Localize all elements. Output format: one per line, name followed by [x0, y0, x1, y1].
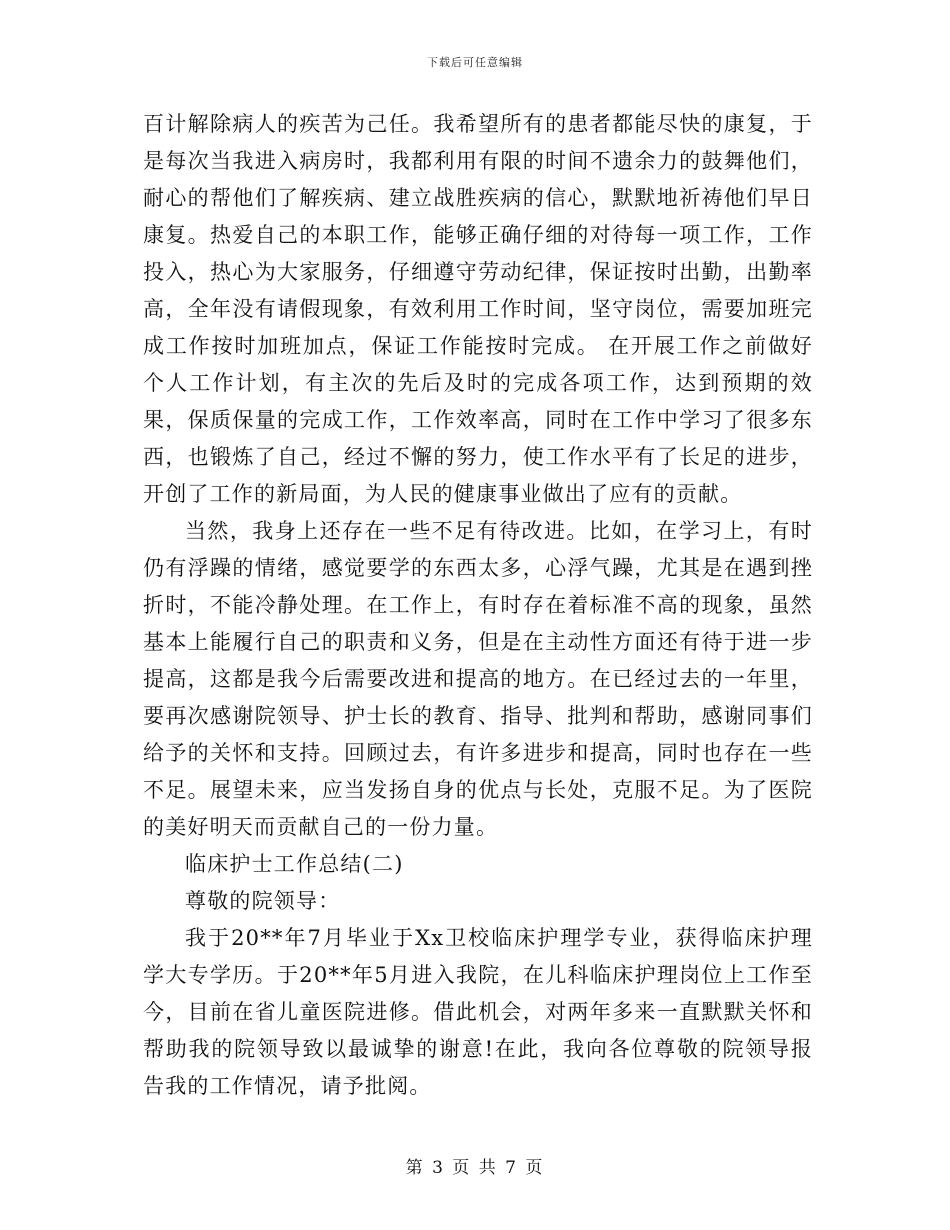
body-paragraph: 百计解除病人的疾苦为己任。我希望所有的患者都能尽快的康复，于是每次当我进入病房时，我都利用有限的时间不遗余力的鼓舞他们，耐心的帮他们了解疾病、建立战胜疾病的信心，默默地祈祷他们早日康复。热爱自己的本职工作，能够正确仔细的对待每一项工作，工作投入，热心为大家服务，仔细遵守劳动纪律，保证按时出勤，出勤率高，全年没有请假现象，有效利用工作时间，坚守岗位，需要加班完成工作按时加班加点，保证工作能按时完成。 在开展工作之前做好个人工作计划，有主次的先后及时的完成各项工作，达到预期的效果，保质保量的完成工作，工作效率高，同时在工作中学习了很多东西，也锻炼了自己，经过不懈的努力，使工作水平有了长足的进步，开创了工作的新局面，为人民的健康事业做出了应有的贡献。 [143, 112, 813, 506]
document-body [143, 106, 813, 1105]
page-number: 第 3 页 共 7 页 [405, 1158, 545, 1178]
section-title: 临床护士工作总结(二) [185, 852, 404, 876]
salutation: 尊敬的院领导： [185, 889, 341, 913]
body-paragraph: 当然，我身上还存在一些不足有待改进。比如，在学习上，有时仍有浮躁的情绪，感觉要学的东西太多，心浮气躁，尤其是在遇到挫折时，不能冷静处理。在工作上，有时存在着标准不高的现象，虽然基本上能履行自己的职责和义务，但是在主动性方面还有待于进一步提高，这都是我今后需要改进和提高的地方。在已经过去的一年里，要再次感谢院领导、护士长的教育、指导、批判和帮助，感谢同事们给予的关怀和支持。回顾过去，有许多进步和提高，同时也存在一些不足。展望未来，应当发扬自身的优点与长处，克服不足。为了医院的美好明天而贡献自己的一份力量。 [143, 519, 813, 839]
page-header: 下载后可任意编辑 [427, 56, 523, 69]
body-paragraph: 我于20**年7月毕业于Xx卫校临床护理学专业，获得临床护理学大专学历。于20**年5月进入我院，在儿科临床护理岗位上工作至今，目前在省儿童医院进修。借此机会，对两年多来一直默默关怀和帮助我的院领导致以最诚挚的谢意!在此，我向各位尊敬的院领导报告我的工作情况，请予批阅。 [143, 926, 813, 1098]
